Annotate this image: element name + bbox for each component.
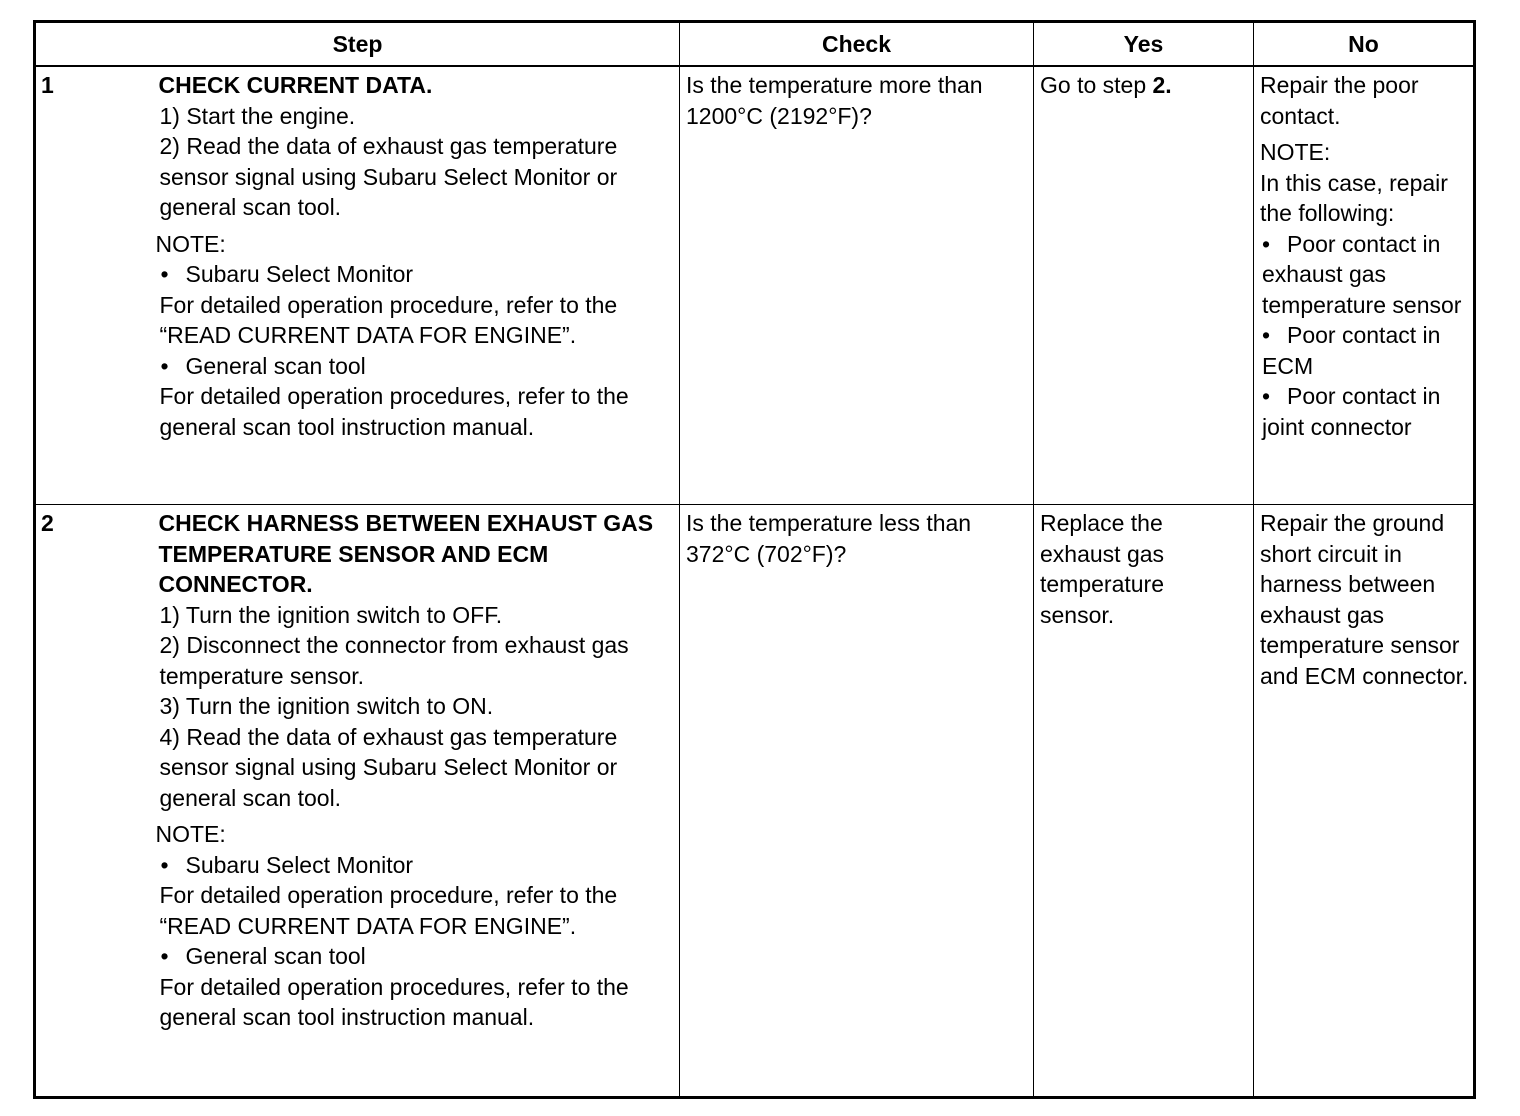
no-note-intro: In this case, repair the following: bbox=[1260, 169, 1448, 226]
note-bullet: • Subaru Select Monitor bbox=[161, 259, 672, 290]
no-cell bbox=[1254, 66, 1475, 505]
note-label: NOTE: bbox=[155, 230, 226, 257]
step-title: CHECK HARNESS BETWEEN EXHAUST GAS TEMPERATURE SENSOR AND ECM CONNECTOR. bbox=[158, 510, 654, 597]
note-text: For detailed operation procedure, refer to the “READ CURRENT DATA FOR ENGINE”. bbox=[159, 291, 618, 348]
table-row bbox=[35, 505, 1475, 1098]
header-check: Check bbox=[680, 22, 1034, 67]
yes-cell: Replace the exhaust gas temperature sensor. bbox=[1034, 505, 1254, 1098]
note-text: For detailed operation procedures, refer to the general scan tool instruction manual. bbox=[159, 973, 629, 1030]
bullet-icon: • bbox=[160, 943, 169, 969]
substep: 2) Read the data of exhaust gas temperature sensor signal using Subaru Select Monitor or general scan tool. bbox=[159, 133, 618, 220]
header-no: No bbox=[1254, 22, 1475, 67]
note-text: For detailed operation procedure, refer to the “READ CURRENT DATA FOR ENGINE”. bbox=[159, 882, 618, 939]
note-bullet: • General scan tool bbox=[161, 351, 672, 382]
header-step: Step bbox=[35, 22, 680, 67]
substep: 3) Turn the ignition switch to ON. bbox=[159, 693, 494, 719]
diagnostic-table bbox=[33, 20, 1476, 1099]
note-text: For detailed operation procedures, refer to the general scan tool instruction manual. bbox=[159, 383, 629, 440]
no-note-bullet: • Poor contact in ECM bbox=[1262, 322, 1441, 379]
substep: 2) Disconnect the connector from exhaust gas temperature sensor. bbox=[159, 632, 629, 689]
no-cell: Repair the ground short circuit in harness between exhaust gas temperature sensor and ECM connector. bbox=[1254, 505, 1475, 1098]
substep: 1) Turn the ignition switch to OFF. bbox=[159, 601, 503, 628]
no-note-bullet: • Poor contact in joint connector bbox=[1262, 383, 1441, 440]
step-number: 1 bbox=[35, 66, 155, 505]
step-content bbox=[155, 505, 680, 1098]
header-yes: Yes bbox=[1034, 22, 1254, 67]
bullet-icon: • bbox=[1262, 230, 1271, 257]
step-content bbox=[155, 66, 680, 505]
bullet-icon: • bbox=[160, 352, 169, 379]
substep: 4) Read the data of exhaust gas temperature sensor signal using Subaru Select Monitor or general scan tool. bbox=[159, 723, 618, 811]
bullet-icon: • bbox=[160, 851, 169, 878]
yes-step-ref: 2. bbox=[1152, 72, 1172, 98]
bullet-icon: • bbox=[1262, 322, 1271, 348]
note-bullet: • General scan tool bbox=[161, 941, 672, 972]
note-label: NOTE: bbox=[155, 821, 226, 847]
bullet-icon: • bbox=[160, 261, 169, 287]
note-bullet: • Subaru Select Monitor bbox=[161, 850, 672, 881]
no-note-bullet: • Poor contact in exhaust gas temperature sensor bbox=[1262, 230, 1462, 318]
step-title: CHECK CURRENT DATA. bbox=[158, 72, 433, 98]
no-note-label: NOTE: bbox=[1260, 139, 1331, 165]
yes-cell bbox=[1034, 66, 1254, 505]
substep: 1) Start the engine. bbox=[159, 102, 356, 129]
step-number: 2 bbox=[35, 505, 155, 1098]
yes-text: Go to step bbox=[1040, 72, 1153, 98]
no-text: Repair the poor contact. bbox=[1260, 72, 1419, 129]
bullet-icon: • bbox=[1262, 383, 1271, 409]
check-cell: Is the temperature less than 372°C (702°F)? bbox=[680, 505, 1034, 1098]
table-row bbox=[35, 66, 1475, 505]
header-row bbox=[35, 22, 1475, 67]
check-cell: Is the temperature more than 1200°C (2192°F)? bbox=[680, 66, 1034, 505]
